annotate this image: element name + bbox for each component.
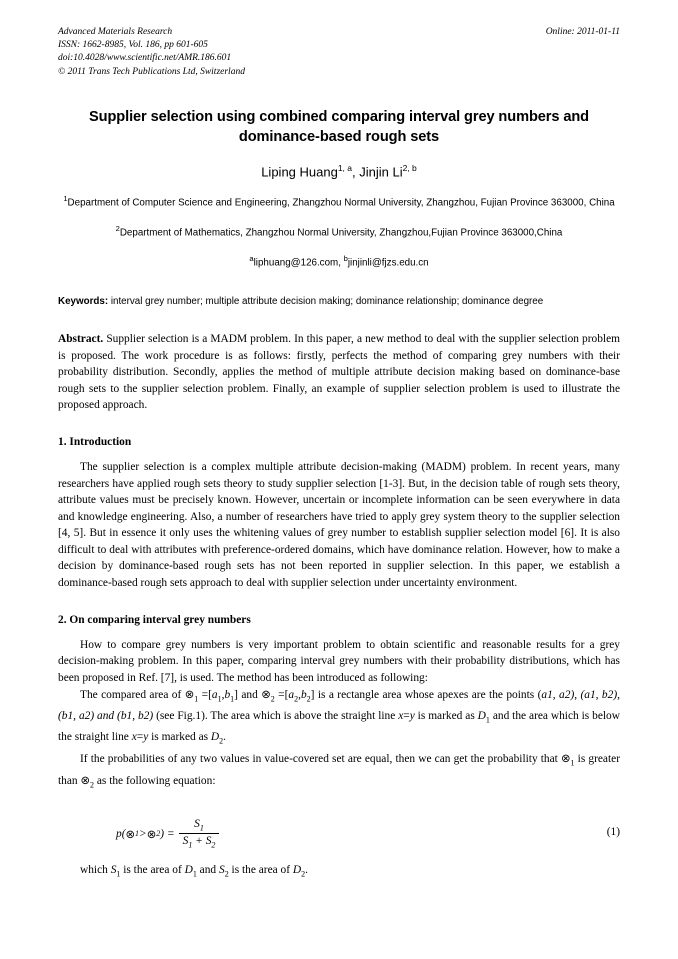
author-name-2: Jinjin Li <box>359 164 403 180</box>
email-a: liphuang@126.com, <box>253 256 344 268</box>
cp-t6: , <box>298 689 301 702</box>
cp-t10: and the area which is below the straight line <box>58 710 620 744</box>
cp-t1: The compared area of <box>80 689 185 702</box>
affiliation-1 <box>58 192 620 211</box>
affiliation-text-2: Department of Mathematics, Zhangzhou Normal University, Zhangzhou,Fujian Province 363000,China <box>119 227 563 239</box>
cp-t3: , <box>221 689 225 702</box>
eq-open: ( <box>121 827 126 840</box>
equation-fraction <box>179 818 220 850</box>
wp-s1: S <box>110 863 117 876</box>
den-S1: S <box>182 835 189 848</box>
probability-paragraph <box>58 750 620 794</box>
copyright-line: © 2011 Trans Tech Publications Ltd, Switzerland <box>58 66 245 77</box>
section-heading-1: 1. Introduction <box>58 435 132 448</box>
cp-eq1: = <box>403 710 410 723</box>
cp-b1sub: 1 <box>230 694 235 704</box>
den-S2-sub: 2 <box>211 840 216 850</box>
email-sup-a: a <box>249 253 254 263</box>
wp-d2: D <box>292 863 302 876</box>
pp-t2: is greater than <box>58 753 620 787</box>
cp-a2: a <box>288 689 295 702</box>
pp-t1: If the probabilities of any two values in value-covered set are equal, then we can get the probability that <box>80 753 561 766</box>
affiliation-marker-2: 2 <box>115 223 120 233</box>
wp-d1: D <box>184 863 193 876</box>
cp-d2: D <box>210 731 220 744</box>
cp-points: a1, a2), (a1, b2), (b1, a2) and (b1, b2) <box>58 689 620 723</box>
affiliation-2 <box>58 222 620 241</box>
author-list <box>58 163 620 179</box>
wp-t4: is the area of <box>228 863 293 876</box>
cp-d1: D <box>477 710 486 723</box>
cp-t2: =[ <box>198 689 212 702</box>
pp-sub1: 1 <box>570 758 575 768</box>
author-sup-2: 2, b <box>402 162 417 173</box>
cp-sub1: 1 <box>194 694 199 704</box>
cp-a1: a <box>211 689 218 702</box>
cp-a1sub: 1 <box>217 694 222 704</box>
author-name-1: Liping Huang <box>261 164 338 180</box>
affiliation-text-1: Department of Computer Science and Engineering, Zhangzhou Normal University, Zhangzhou, Fujian Province 363000, China <box>67 197 615 209</box>
author-sup-1: 1, a <box>337 162 353 173</box>
eq-sub1: 1 <box>135 829 140 839</box>
cp-line1x: x <box>398 710 404 723</box>
cp-t7: ] is a rectangle area whose apexes are the points ( <box>310 689 542 702</box>
section-heading-2: 2. On comparing interval grey numbers <box>58 613 251 626</box>
eq-sub2: 2 <box>156 829 161 839</box>
wp-d2sub: 2 <box>301 869 306 879</box>
den-S2: S <box>205 835 212 848</box>
abstract-label: Abstract. <box>58 332 104 345</box>
equation-number: (1) <box>606 825 620 838</box>
wp-t5: . <box>305 863 308 876</box>
pp-t3: as the following equation: <box>94 774 216 787</box>
grey-number-symbol-3: ⊗ <box>560 751 571 766</box>
num-S: S <box>194 817 200 830</box>
cp-d1sub: 1 <box>485 715 490 725</box>
cp-b2sub: 2 <box>306 694 311 704</box>
wp-t1: which <box>80 863 111 876</box>
cp-t12: . <box>223 731 227 744</box>
online-date: Online: 2011-01-11 <box>545 27 620 37</box>
cp-b2: b <box>300 689 307 702</box>
cp-line2y: y <box>143 731 149 744</box>
journal-name: Advanced Materials Research <box>58 27 173 37</box>
grey-number-symbol-2: ⊗ <box>261 687 271 702</box>
abstract-text: Supplier selection is a MADM problem. In this paper, a new method to deal with the supplier selection problem is proposed. The work procedure is as follows: firstly, perfects the method of comparing grey numbers with their probability distribution. Secondly, applies the method of multiple attribute decision making based on dominance-base rough sets to the supplier selection problem. Finally, an example of supplier selection problem is used to illustrate the proposed approach. <box>58 332 620 412</box>
section-2-paragraph-1: How to compare grey numbers is very important problem to obtain scientific and reasonable results for a grey decision-making problem. In this paper, comparing interval grey numbers with their probability distributions, which has been proposed in Ref. [7], is used. The method has been introduced as following: <box>58 638 620 684</box>
cp-eq2: = <box>136 731 144 744</box>
page-title: Supplier selection using combined comparing interval grey numbers and dominance-based rough sets <box>89 108 589 145</box>
num-S-sub: 1 <box>199 823 204 833</box>
compared-area-paragraph <box>58 686 620 750</box>
cp-t5: =[ <box>274 689 289 702</box>
cp-line1y: y <box>409 710 415 723</box>
den-S1-sub: 1 <box>188 840 193 850</box>
author-emails <box>58 254 620 268</box>
issn-line: ISSN: 1662-8985, Vol. 186, pp 601-605 <box>58 40 208 51</box>
page-header <box>58 26 620 79</box>
wp-s2sub: 2 <box>224 869 229 879</box>
cp-t11: is marked as <box>148 731 211 744</box>
which-paragraph <box>58 862 620 883</box>
wp-t3: and <box>196 863 219 876</box>
cp-sub2: 2 <box>270 694 275 704</box>
pp-sub2: 2 <box>90 780 95 790</box>
affiliation-marker-1: 1 <box>63 194 68 204</box>
section-1-paragraph-1: The supplier selection is a complex multiple attribute decision-making (MADM) problem. In recent years, many researchers have applied rough sets theory to study supplier selection [1-3]. But, in the decision table of rough sets theory, attribute values must be precisely known. However, uncertain or incomplete information can be seen everywhere in data and knowledge engineering. Also, a number of researchers have tried to apply grey system theory to the supplier selection [4, 5]. But in essence it only uses the whitening values of grey number to establish supplier selection model [6]. It is also difficult to deal with attributes with preference-ordered domains, which have dominance relation. However, how to make a decision by dominance-based rough sets has not been reported in supplier selection. In this paper, we establish a dominance-based rough sets approach to deal with supplier selection under uncertainty environment. <box>58 460 620 590</box>
eq-close: ) = <box>160 827 175 840</box>
keywords-label: Keywords: <box>58 295 109 307</box>
doi-line: doi:10.4028/www.scientific.net/AMR.186.601 <box>58 53 232 64</box>
den-plus: + <box>192 835 206 848</box>
keywords-block <box>58 294 620 309</box>
fraction-denominator <box>179 834 220 849</box>
cp-b1: b <box>224 689 231 702</box>
wp-t2: is the area of <box>120 863 185 876</box>
grey-number-symbol-5: ⊗ <box>125 826 136 841</box>
keywords-text: interval grey number; multiple attribute decision making; dominance relationship; dominance degree <box>108 295 544 307</box>
cp-t9: is marked as <box>414 710 478 723</box>
eq-gt: > <box>139 827 147 840</box>
cp-a2sub: 2 <box>294 694 299 704</box>
grey-number-symbol-1: ⊗ <box>184 687 195 702</box>
abstract-block <box>58 331 620 414</box>
email-sup-b: b <box>343 253 348 263</box>
wp-d1sub: 1 <box>192 869 197 879</box>
author-separator: , <box>352 164 360 180</box>
eq-p: p <box>116 827 122 840</box>
equation-1 <box>58 814 620 858</box>
grey-number-symbol-4: ⊗ <box>80 772 91 787</box>
email-b: jinjinli@fjzs.edu.cn <box>347 256 429 268</box>
equation-1-body <box>116 818 219 850</box>
grey-number-symbol-6: ⊗ <box>146 826 157 841</box>
wp-s1sub: 1 <box>116 869 121 879</box>
fraction-numerator <box>179 818 220 833</box>
cp-d2sub: 2 <box>219 736 224 746</box>
wp-s2: S <box>218 863 225 876</box>
cp-t4: ] and <box>234 689 262 702</box>
cp-line2x: x <box>131 731 137 744</box>
cp-t8: (see Fig.1). The area which is above the straight line <box>153 710 399 723</box>
